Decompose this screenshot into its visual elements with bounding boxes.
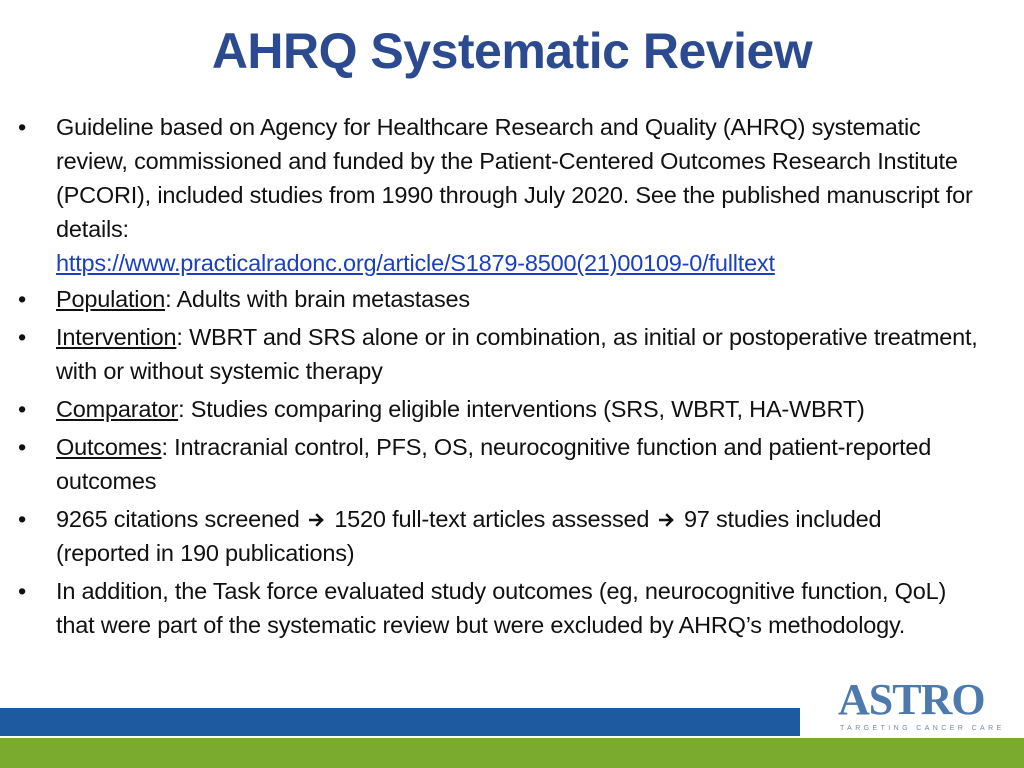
bullet-dot: • (18, 286, 27, 312)
bullet-dot: • (18, 506, 27, 532)
bullet-text: : Intracranial control, PFS, OS, neurocognitive function and patient-reported outcomes (56, 434, 932, 494)
logo-wordmark: ASTRO (838, 675, 985, 724)
bullet-term: Comparator (56, 396, 179, 422)
bullet-term: Population (56, 286, 166, 312)
bullet-intervention (18, 320, 978, 388)
logo-tagline: TARGETING CANCER CARE (840, 725, 1005, 732)
right-arrow-icon (306, 502, 328, 536)
bullet-outcomes (18, 430, 978, 498)
bullet-citations (18, 502, 978, 570)
manuscript-link[interactable]: https://www.practicalradonc.org/article/S1879-8500(21)00109-0/fulltext (56, 250, 775, 276)
bullet-dot: • (18, 324, 27, 350)
astro-logo (830, 675, 1005, 736)
bullet-comparator (18, 392, 978, 426)
bullet-text: Guideline based on Agency for Healthcare Research and Quality (AHRQ) systematic review, commissioned and funded by the Patient-Centered Outcomes Research Institute (PCORI), included studies from 1990 through July 2020. See the published manuscript for details: (56, 114, 973, 242)
bullet-population (18, 282, 978, 316)
articles-assessed: 1520 full-text articles assessed (334, 506, 650, 532)
bullet-list (18, 110, 978, 646)
bullet-text: : WBRT and SRS alone or in combination, as initial or postoperative treatment, with or without systemic therapy (56, 324, 978, 384)
footer-blue-bar (0, 708, 800, 736)
bullet-text: : Adults with brain metastases (165, 286, 470, 312)
bullet-term: Intervention (56, 324, 177, 350)
bullet-dot: • (18, 578, 27, 604)
bullet-text: : Studies comparing eligible interventions (SRS, WBRT, HA-WBRT) (178, 396, 865, 422)
right-arrow-icon (656, 502, 678, 536)
bullet-term: Outcomes (56, 434, 162, 460)
bullet-text: In addition, the Task force evaluated study outcomes (eg, neurocognitive function, QoL) that were part of the systematic review but were excluded by AHRQ’s methodology. (56, 578, 947, 638)
bullet-dot: • (18, 114, 27, 140)
citations-screened: 9265 citations screened (56, 506, 300, 532)
slide-title: AHRQ Systematic Review (211, 23, 813, 79)
bullet-dot: • (18, 396, 27, 422)
bullet-guideline (18, 110, 978, 280)
bullet-dot: • (18, 434, 27, 460)
studies-included: 97 studies included (reported in 190 publications) (56, 506, 882, 566)
footer-green-bar (0, 738, 1024, 768)
bullet-task-force (18, 574, 978, 642)
